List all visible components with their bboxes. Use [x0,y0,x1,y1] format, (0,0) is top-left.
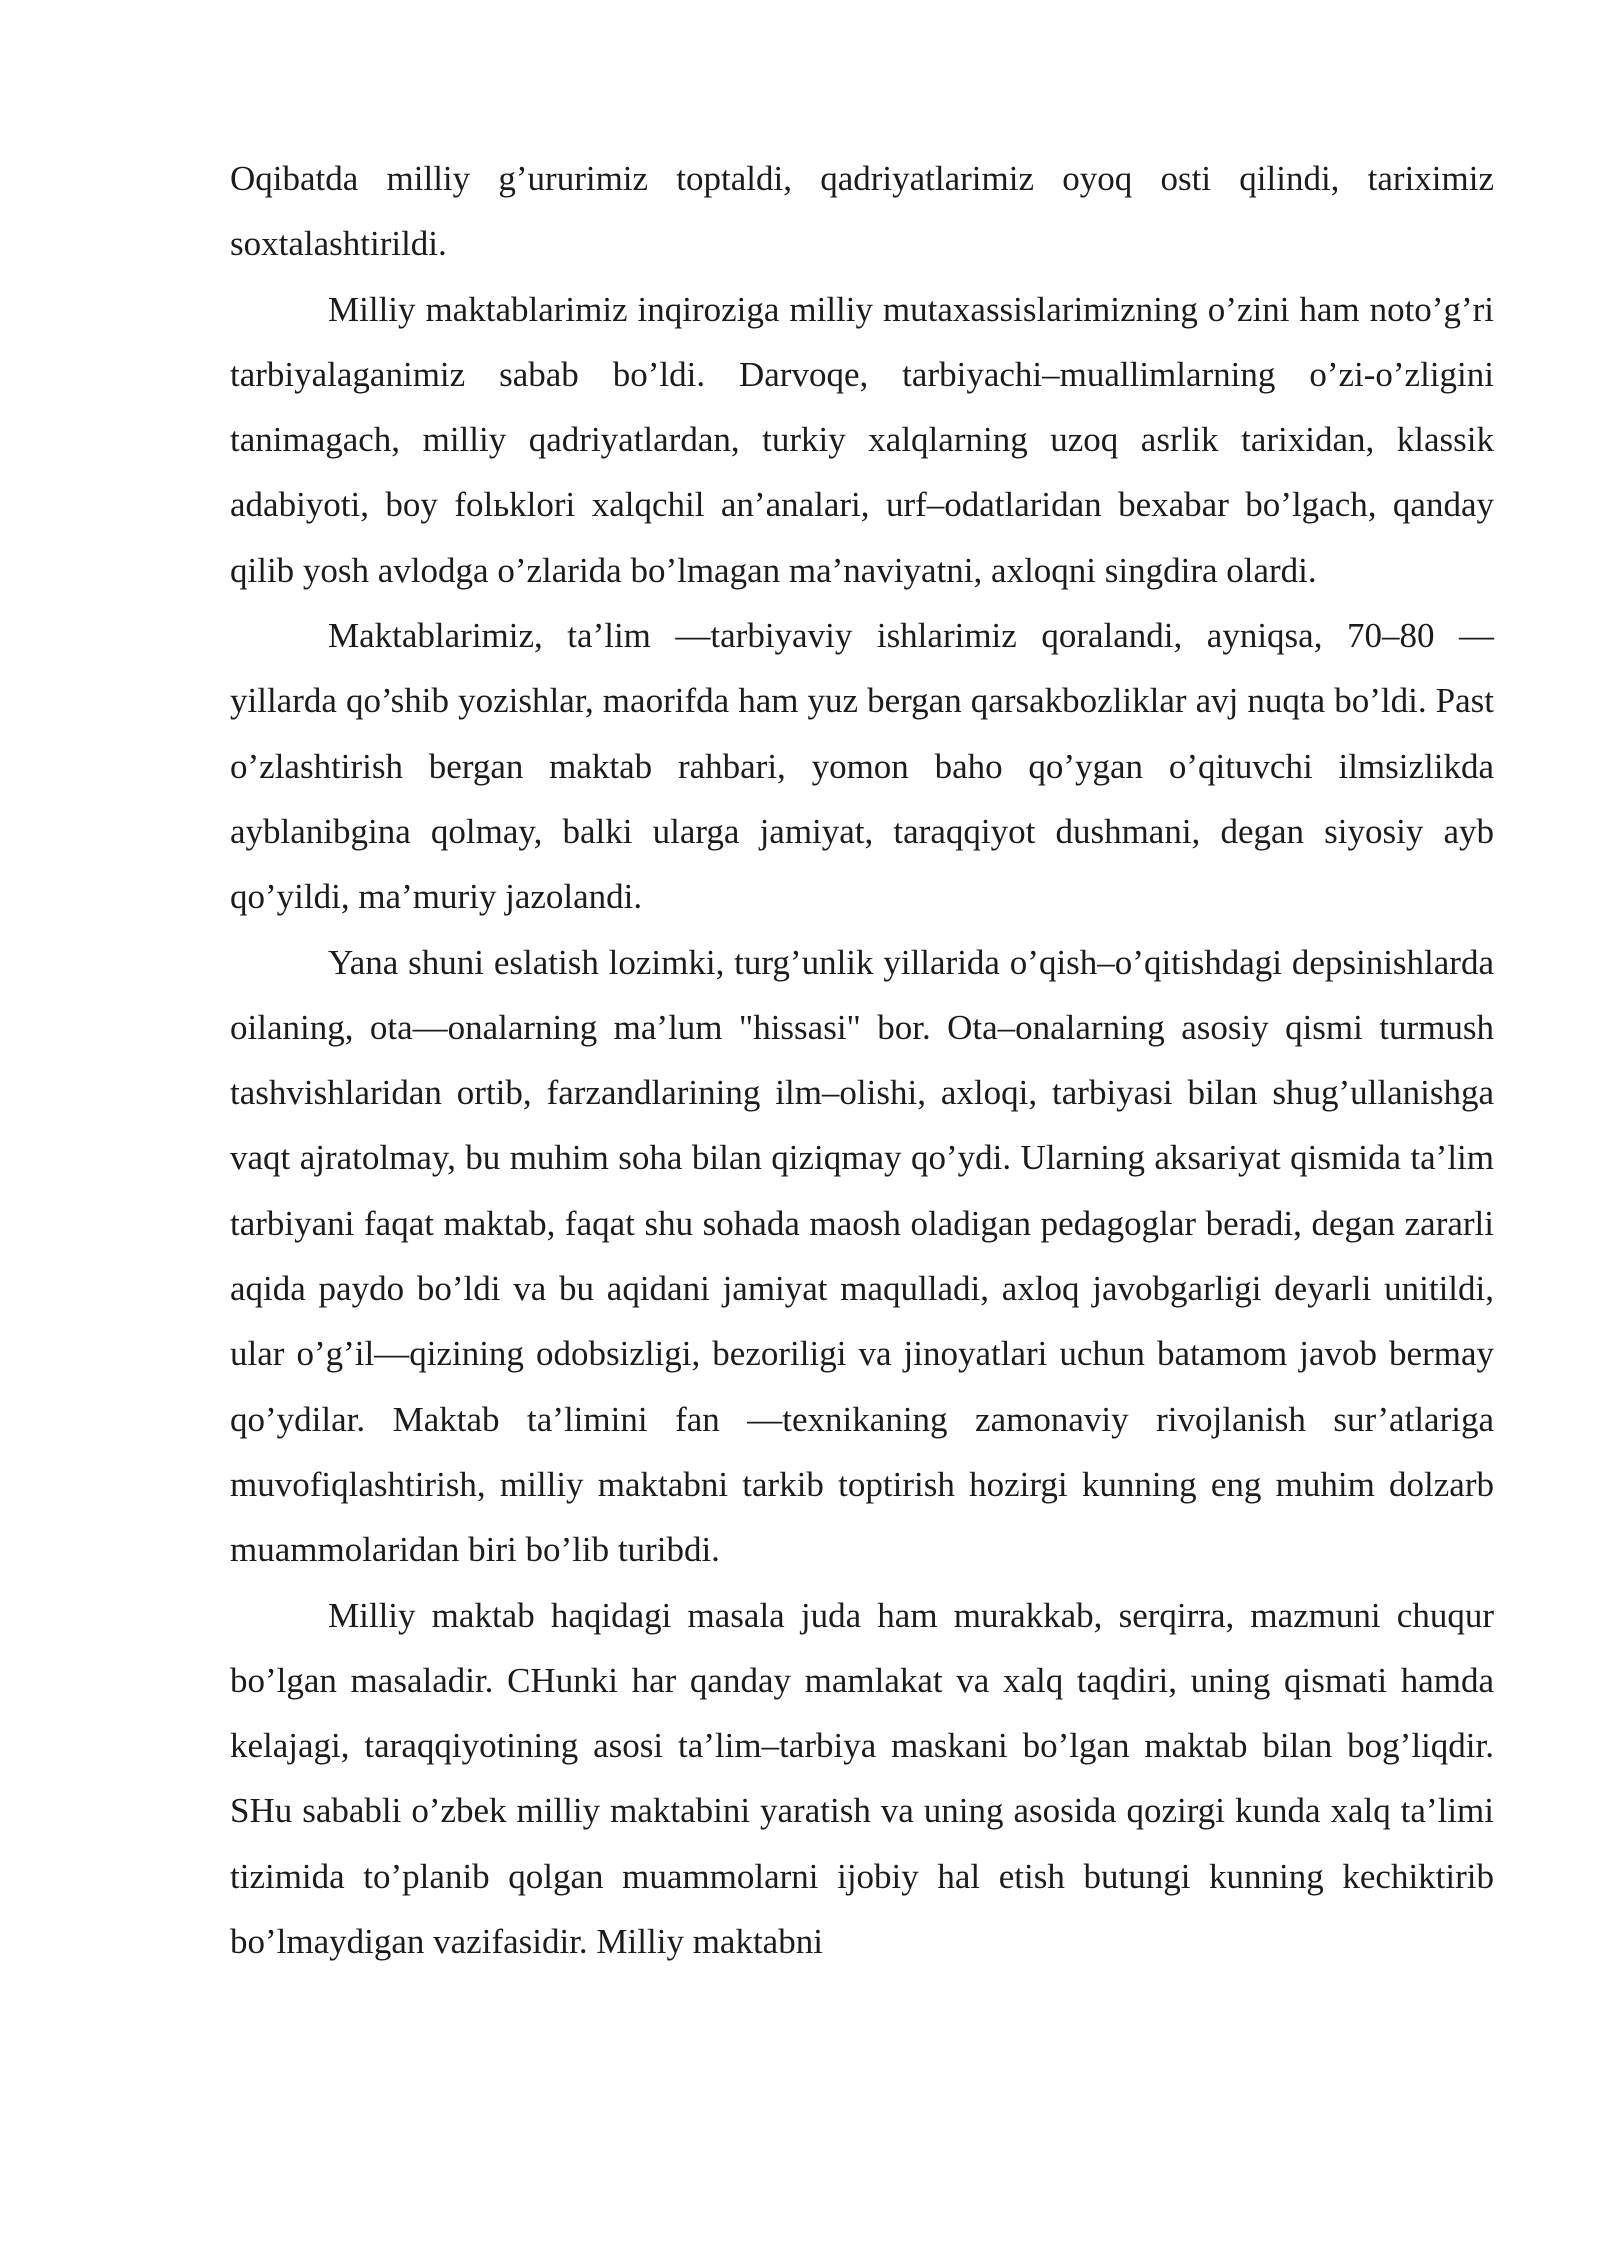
paragraph-3: Maktablarimiz, ta’lim —tarbiyaviy ishlarimiz qoralandi, ayniqsa, 70–80 — yillarda qo’shib yozishlar, maorifda ham yuz bergan qarsakbozliklar avj nuqta bo’ldi. Past o’zlashtirish bergan maktab rahbari, yomon baho qo’ygan o’qituvchi ilmsizlikda ayblanibgina qolmay, balki ularga jamiyat, taraqqiyot dushmani, degan siyosiy ayb qo’yildi, ma’muriy jazolandi. [230,616,1494,917]
paragraph-4: Yana shuni eslatish lozimki, turg’unlik yillarida o’qish–o’qitishdagi depsinishlarda oilaning, ota—onalarning ma’lum "hissasi" bor. Ota–onalarning asosiy qismi turmush tashvishlaridan ortib, farzandlarining ilm–olishi, axloqi, tarbiyasi bilan shug’ullanishga vaqt ajratolmay, bu muhim soha bilan qiziqmay qo’ydi. Ularning aksariyat qismida ta’lim tarbiyani faqat maktab, faqat shu sohada maosh oladigan pedagoglar beradi, degan zararli aqida paydo bo’ldi va bu aqidani jamiyat maqulladi, axloq javobgarligi deyarli unitildi, ular o’g’il—qizining odobsizligi, bezoriligi va jinoyatlari uchun batamom javob bermay qo’ydilar. Maktab ta’limini fan —texnikaning zamonaviy rivojlanish sur’atlariga muvofiqlashtirish, milliy maktabni tarkib toptirish hozirgi kunning eng muhim dolzarb muammolaridan biri bo’lib turibdi. [230,942,1494,1570]
paragraph-2: Milliy maktablarimiz inqiroziga milliy mutaxassislarimizning o’zini ham noto’g’ri tarbiyalaganimiz sabab bo’ldi. Darvoqe, tarbiyachi–muallimlarning o’zi-o’zligini tanimagach, milliy qadriyatlardan, turkiy xalqlarning uzoq asrlik tarixidan, klassik adabiyoti, boy folьklori xalqchil an’analari, urf–odatlaridan bexabar bo’lgach, qanday qilib yosh avlodga o’zlarida bo’lmagan ma’naviyatni, axloqni singdira olardi. [230,289,1494,590]
document-page [230,146,1494,1974]
paragraph-1: Oqibatda milliy g’ururimiz toptaldi, qadriyatlarimiz oyoq osti qilindi, tariximiz soxtalashtirildi. [230,159,1494,264]
paragraph-5: Milliy maktab haqidagi masala juda ham murakkab, serqirra, mazmuni chuqur bo’lgan masaladir. CHunki har qanday mamlakat va xalq taqdiri, uning qismati hamda kelajagi, taraqqiyotining asosi ta’lim–tarbiya maskani bo’lgan maktab bilan bog’liqdir. SHu sababli o’zbek milliy maktabini yaratish va uning asosida qozirgi kunda xalq ta’limi tizimida to’planib qolgan muammolarni ijobiy hal etish butungi kunning kechiktirib bo’lmaydigan vazifasidir. Milliy maktabni [230,1595,1494,1962]
